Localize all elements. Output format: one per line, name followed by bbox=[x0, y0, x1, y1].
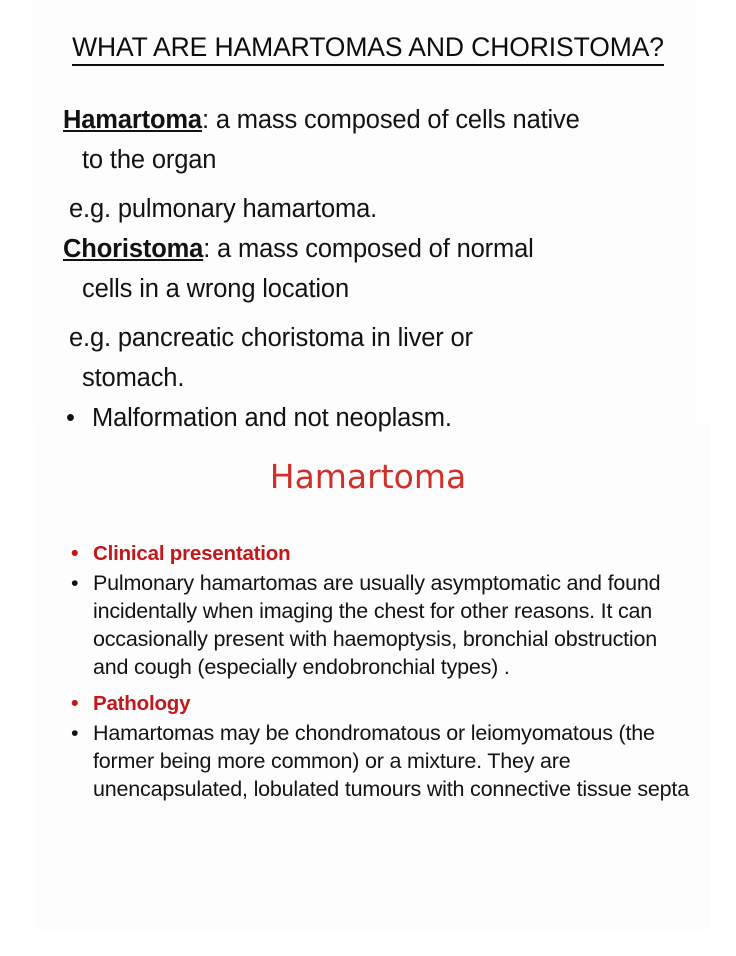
definition-hamartoma-rest: : a mass composed of cells native bbox=[201, 106, 580, 134]
definition-choristoma-example: e.g. pancreatic choristoma in liver or bbox=[69, 324, 473, 352]
spacer bbox=[0, 309, 736, 318]
definition-hamartoma-line bbox=[0, 100, 736, 140]
definition-hamartoma-continuation: to the organ bbox=[82, 146, 217, 174]
spacer bbox=[0, 180, 736, 189]
slide-one-bullet-text: Malformation and not neoplasm. bbox=[92, 404, 452, 432]
slide-one-title bbox=[0, 33, 736, 62]
paragraph-pathology-text: Hamartomas may be chondromatous or leiomyomatous (the former being more common) or a mixture. They are unencapsulated, lobulated tumours with connective tissue septa bbox=[93, 721, 689, 801]
slide-one-title-text: WHAT ARE HAMARTOMAS AND CHORISTOMA? bbox=[72, 32, 664, 66]
bullet-point-icon: • bbox=[71, 721, 79, 745]
paragraph-clinical-presentation-text: Pulmonary hamartomas are usually asymptomatic and found incidentally when imaging the chest for other reasons. It can occasionally present with haemoptysis, bronchial obstruction and cough (especially endobronchial types) . bbox=[93, 571, 661, 679]
definitions-block bbox=[0, 100, 736, 438]
definition-choristoma-line bbox=[0, 229, 736, 269]
bullet-point-icon: • bbox=[71, 691, 79, 715]
subheading-pathology bbox=[0, 689, 736, 719]
slide-one-bullet bbox=[0, 398, 736, 438]
definition-choristoma-example-continuation: stomach. bbox=[82, 364, 185, 392]
subheading-clinical-presentation bbox=[0, 539, 736, 569]
definition-term-choristoma: Choristoma bbox=[63, 235, 204, 263]
bullet-point-icon: • bbox=[71, 571, 79, 595]
definition-choristoma-continuation: cells in a wrong location bbox=[82, 275, 349, 303]
bullet-point-icon: • bbox=[66, 404, 75, 432]
definition-term-hamartoma: Hamartoma bbox=[63, 106, 202, 134]
paragraph-pathology bbox=[0, 719, 736, 803]
definition-hamartoma-example: e.g. pulmonary hamartoma. bbox=[69, 195, 378, 223]
bullet-point-icon: • bbox=[71, 541, 79, 565]
subheading-clinical-presentation-text: Clinical presentation bbox=[93, 542, 291, 565]
paragraph-clinical-presentation bbox=[0, 569, 736, 681]
section-title-hamartoma: Hamartoma bbox=[269, 457, 467, 496]
definition-choristoma-rest: : a mass composed of normal bbox=[203, 235, 534, 263]
subheading-pathology-text: Pathology bbox=[93, 692, 191, 715]
hamartoma-details-list bbox=[0, 539, 736, 805]
